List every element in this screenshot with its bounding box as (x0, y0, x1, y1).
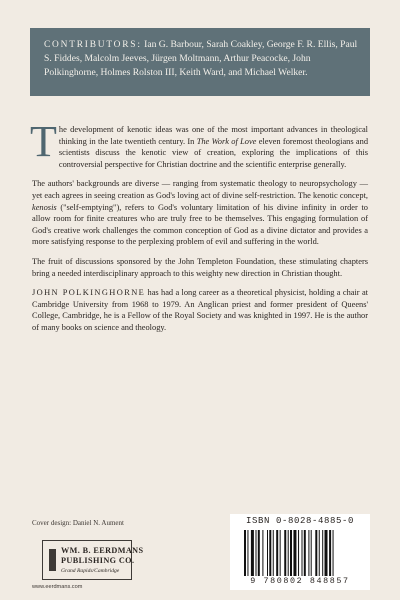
contributors-heading: CONTRIBUTORS: (44, 40, 142, 50)
kenosis-term: kenosis (32, 202, 57, 212)
publisher-website: www.eerdmans.com (32, 584, 83, 590)
logo-mark-icon (49, 549, 56, 571)
description-paragraph-1 (30, 117, 369, 170)
contributors-names: Ian G. Barbour, Sarah Coakley, George F. R. Ellis, Paul S. Fiddes, Malcolm Jeeves, Jürgen Moltmann, Arthur Peacocke, John Polkinghorne, Holmes Rolston III, Keith Ward, and Michael Welker. (44, 39, 358, 78)
barcode-icon (244, 530, 360, 576)
drop-cap: T (30, 117, 57, 166)
publisher-location: Grand Rapids/Cambridge (61, 568, 120, 574)
p2-text-b: ("self-emptying"), refers to God's voluntary limitation of his divine infinity in order to allow room for finite creatures who are truly free to be themselves. This engaging formulation of God's creative work challenges the common conception of God as a divine dictator and provides a more satisfying response to the perplexing problem of evil and suffering in the world. (32, 202, 368, 247)
author-bio-text: has had a long career as a theoretical physicist, holding a chair at Cambridge University from 1968 to 1979. An Anglican priest and former president of Queens' College, Cambridge, he is a Fellow of the Royal Society and was knighted in 1997. He is the author of many books on science and theology. (32, 288, 368, 332)
cover-design-credit: Cover design: Daniel N. Aument (32, 519, 124, 527)
p1-text-b: eleven foremost theologians and scientists discuss the kenotic view of creation, exploring the implications of this controversial perspective for Christian doctrine and the scientific enterprise generally. (58, 136, 369, 169)
description-paragraph-2 (32, 178, 368, 248)
author-bio (32, 287, 368, 333)
publisher-logo (42, 540, 144, 580)
p1-text-a: he development of kenotic ideas was one of the most important advances in theological thinking in the late twentieth century. In (58, 125, 368, 146)
barcode-digits: 9 780802 848857 (250, 576, 350, 586)
description-paragraph-3: The fruit of discussions sponsored by the John Templeton Foundation, these stimulating chapters bring a needed interdisciplinary approach to this weighty new direction in Christian thought. (32, 256, 368, 278)
book-title: The Work of Love (196, 136, 257, 146)
p2-text-a: The authors' backgrounds are diverse — ranging from systematic theology to neuropsychology — yet each agrees in seeing creation as God's loving act of divine self-restriction. The kenotic concept, (32, 179, 368, 200)
description-text (30, 117, 369, 342)
publisher-name-line-2: PUBLISHING CO. (61, 556, 135, 565)
isbn-barcode-block (230, 514, 370, 590)
contributors-panel (30, 28, 370, 96)
author-name: JOHN POLKINGHORNE (32, 288, 146, 298)
isbn-number: ISBN 0-8028-4885-0 (245, 516, 355, 526)
publisher-name-line-1: WM. B. EERDMANS (61, 546, 144, 555)
